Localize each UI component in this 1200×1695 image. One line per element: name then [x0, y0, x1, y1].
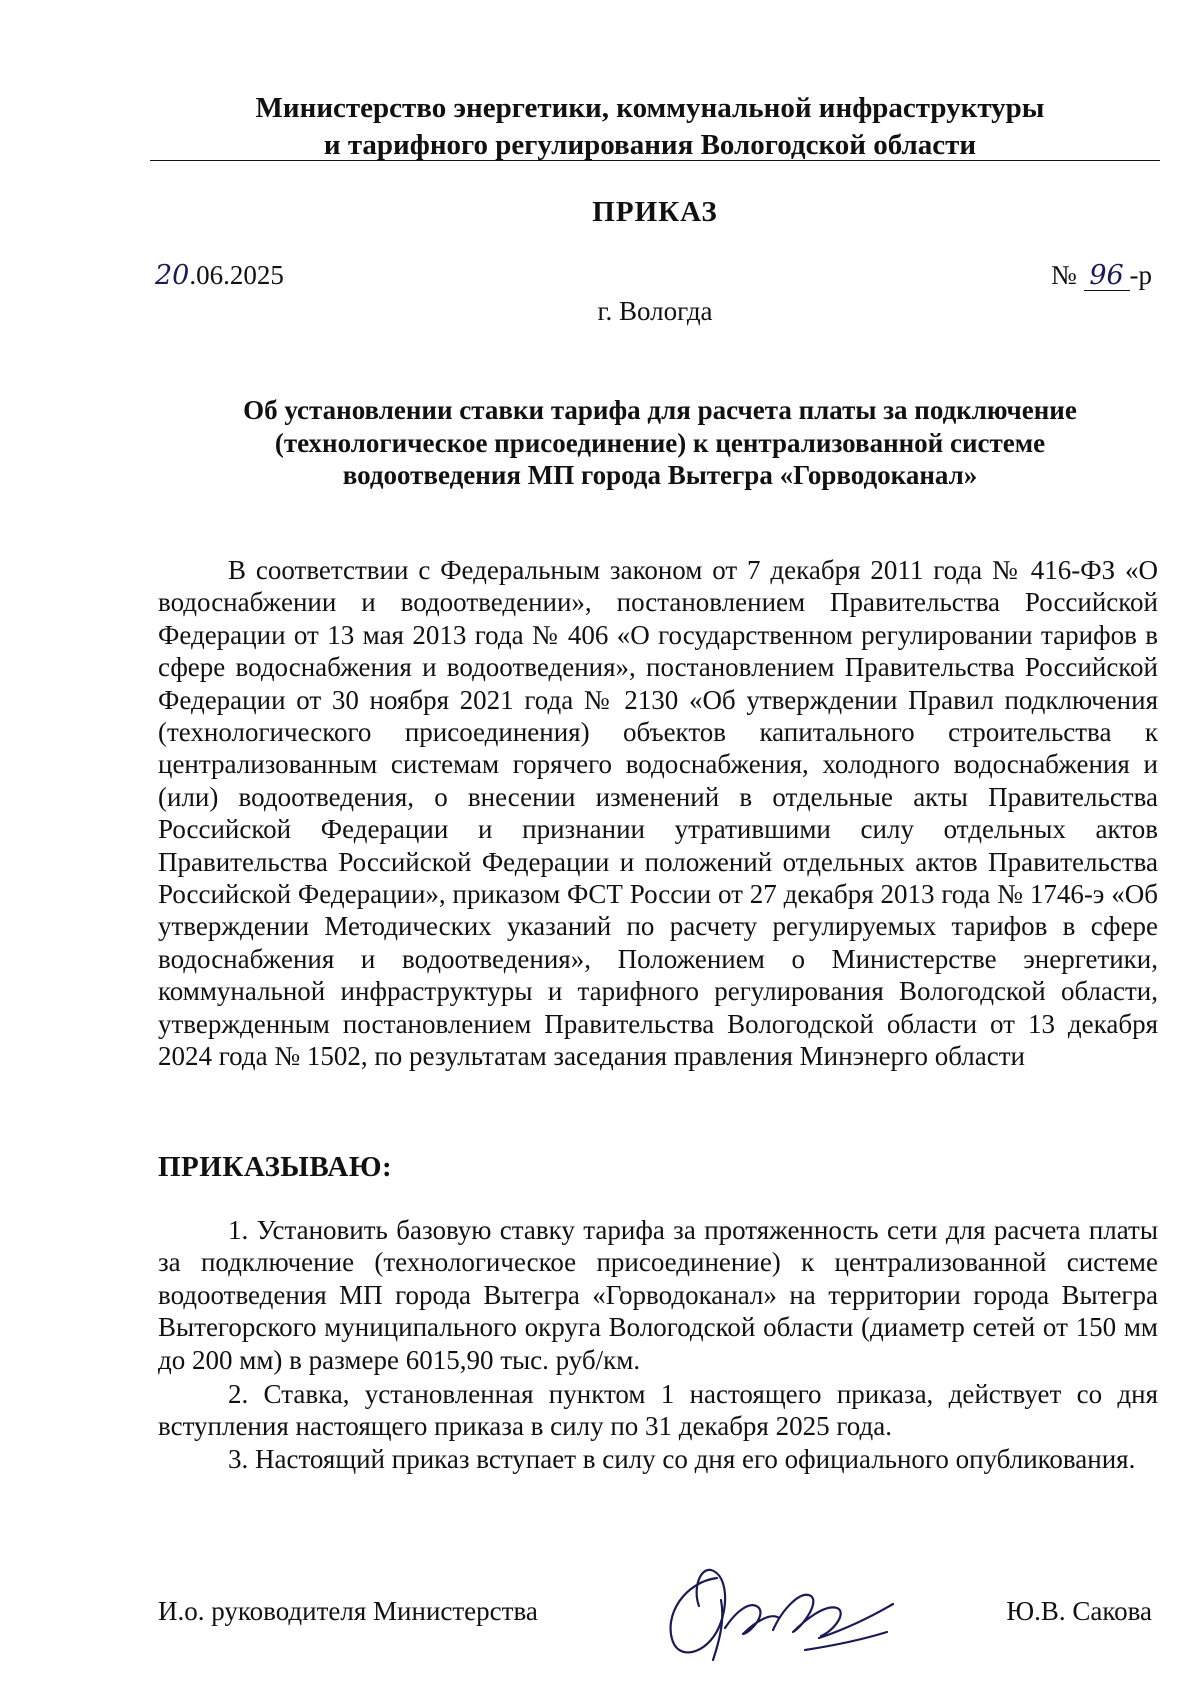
order-item-3: 3. Настоящий приказ вступает в силу со дня его официального опубликования.	[228, 1444, 1136, 1474]
order-item-2: 2. Ставка, установленная пунктом 1 настоящего приказа, действует со дня вступления настоящего приказа в силу по 31 декабря 2025 года.	[158, 1379, 1158, 1442]
document-number	[1051, 260, 1152, 291]
document-type: ПРИКАЗ	[592, 196, 718, 228]
signatory-position: И.о. руководителя Министерства	[158, 1596, 538, 1626]
order-item-1: 1. Установить базовую ставку тарифа за протяженность сети для расчета платы за подключение (технологическое присоединение) к централизованной системе водоотведения МП города Вытегра «Горводоканал» на территории города Вытегра Вытегорского муниципального округа Вологодской области (диаметр сетей от 150 мм до 200 мм) в размере 6015,90 тыс. руб/км.	[158, 1215, 1158, 1375]
ministry-header	[150, 90, 1150, 164]
title-line-3: водоотведения МП города Вытегра «Горводоканал»	[342, 460, 978, 490]
ministry-header-line-2: и тарифного регулирования Вологодской области	[323, 129, 977, 161]
ministry-header-line-1: Министерство энергетики, коммунальной инфраструктуры	[255, 92, 1045, 124]
title-line-2: (технологическое присоединение) к централизованной системе	[274, 427, 1046, 458]
order-word: ПРИКАЗЫВАЮ:	[158, 1151, 393, 1183]
handwritten-signature	[655, 1560, 905, 1670]
document-title	[160, 394, 1160, 492]
date-day-handwritten: 20	[155, 260, 190, 291]
number-suffix: -р	[1129, 260, 1152, 290]
preamble-paragraph: В соответствии с Федеральным законом от 7 декабря 2011 года № 416-ФЗ «О водоснабжении и водоотведении», постановлением Правительства Российской Федерации от 13 мая 2013 года № 406 «О государственном регулировании тарифов в сфере водоснабжения и водоотведения», постановлением Правительства Российской Федерации от 30 ноября 2021 года № 2130 «Об утверждении Правил подключения (технологического присоединения) объектов капитального строительства к централизованным системам горячего водоснабжения, холодного водоснабжения и (или) водоотведения, о внесении изменений в отдельные акты Правительства Российской Федерации и признании утратившими силу отдельных актов Правительства Российской Федерации и положений отдельных актов Правительства Российской Федерации», приказом ФСТ России от 27 декабря 2013 года № 1746-э «Об утверждении Методических указаний по расчету регулируемых тарифов в сфере водоснабжения и водоотведения», Положением о Министерстве энергетики, коммунальной инфраструктуры и тарифного регулирования Вологодской области, утвержденным постановлением Правительства Вологодской области от 13 декабря 2024 года № 1502, по результатам заседания правления Минэнерго области	[158, 555, 1158, 1072]
title-line-1: Об установлении ставки тарифа для расчета платы за подключение	[243, 395, 1077, 425]
document-date	[155, 260, 284, 291]
header-divider	[150, 160, 1160, 161]
date-rest: .06.2025	[189, 260, 284, 290]
signatory-name: Ю.В. Сакова	[1006, 1596, 1152, 1626]
number-prefix: №	[1050, 260, 1077, 290]
document-city: г. Вологда	[597, 296, 713, 326]
number-handwritten: 96	[1084, 262, 1130, 291]
